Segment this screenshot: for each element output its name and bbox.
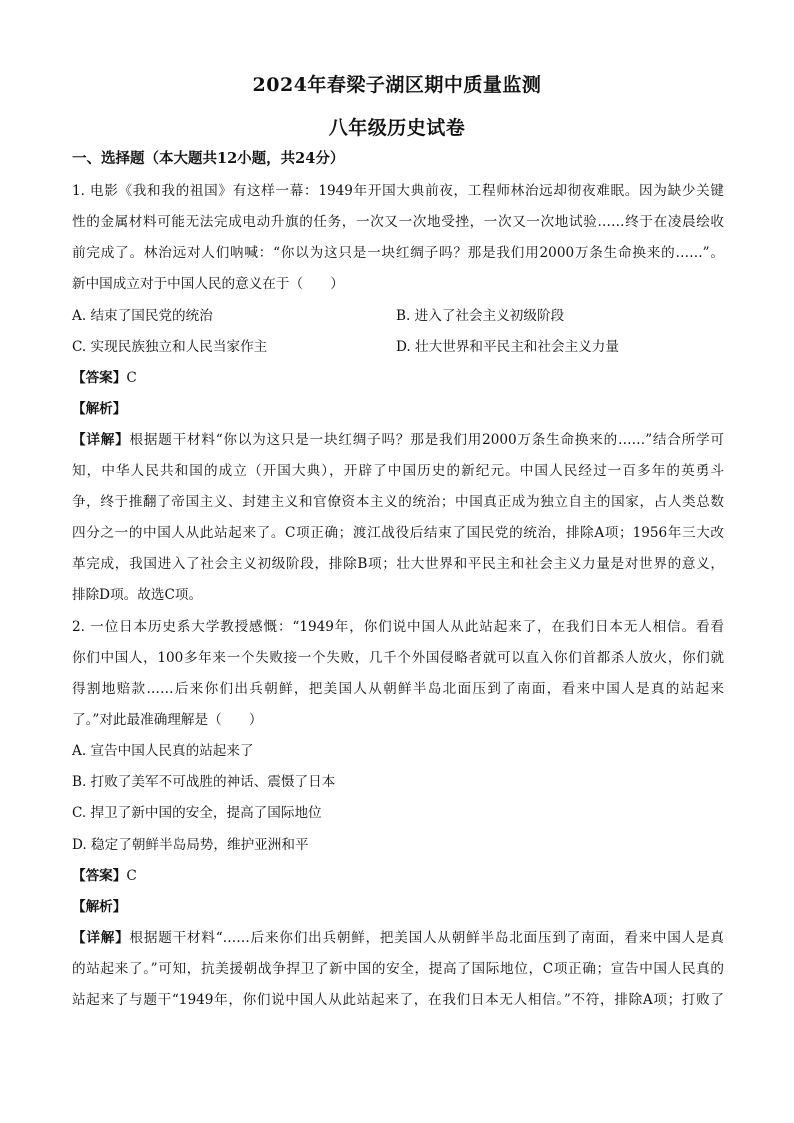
q1-answer: [72, 369, 724, 387]
q1-stem-line: 前完成了。林治远对人们呐喊：“你以为这只是一块红绸子吗？那是我们用2000万条生命换来的……”。: [72, 245, 724, 261]
q1-options-row: [72, 338, 724, 356]
q2-stem-line: 了。”对此最准确理解是（ ）: [72, 712, 263, 728]
q2-option-b: B. 打败了美军不可战胜的神话、震慑了日本: [72, 774, 336, 790]
q2-option-d: D. 稳定了朝鲜半岛局势，维护亚洲和平: [72, 837, 309, 853]
q2-stem-line: 得割地赔款……后来你们出兵朝鲜，把美国人从朝鲜半岛北面压到了南面，看来中国人是真的站起来: [72, 681, 724, 697]
q2-option-c: C. 捍卫了新中国的安全，提高了国际地位: [72, 805, 322, 821]
exam-title: 2024年春梁子湖区期中质量监测: [252, 74, 542, 96]
q1-detail-line: 四分之一的中国人从此站起来了。C项正确；渡江战役后结束了国民党的统治，排除A项；1956年三大改: [72, 525, 724, 541]
q2-detail-line: 的站起来了。”可知，抗美援朝战争捍卫了新中国的安全，提高了国际地位，C项正确；宣告中国人民真的: [72, 961, 724, 977]
answer-value: C: [126, 370, 137, 386]
q1-stem-line: 性的金属材料可能无法完成电动升旗的任务，一次又一次地受挫，一次又一次地试验……终于在凌晨绘收: [72, 214, 724, 230]
q1-stem-line: 1. 电影《我和我的祖国》有这样一幕：1949年开国大典前夜，工程师林治远却彻夜难眠。因为缺少关键: [72, 183, 724, 199]
detail-tag: 【详解】: [72, 432, 130, 448]
q1-options-row: [72, 307, 724, 325]
detail-text: 根据题干材料“你以为这只是一块红绸子吗？那是我们用2000万条生命换来的……”结合所学可: [129, 432, 724, 448]
q1-detail-line: 知，中华人民共和国的成立（开国大典），开辟了中国历史的新纪元。中国人民经过一百多年的英勇斗: [72, 463, 724, 479]
q1-option-a: A. 结束了国民党的统治: [72, 308, 213, 324]
q2-analysis-tag: 【解析】: [72, 899, 127, 915]
detail-text: 根据题干材料“……后来你们出兵朝鲜，把美国人从朝鲜半岛北面压到了南面，看来中国人是真: [129, 930, 725, 946]
q2-stem-line: 你们中国人，100多年来一个失败接一个失败，几千个外国侵略者就可以直入你们首都杀人放火，你们就: [72, 650, 724, 666]
q1-detail-line: 排除D项。故选C项。: [72, 587, 203, 603]
answer-value: C: [126, 868, 137, 884]
exam-subtitle: 八年级历史试卷: [328, 117, 466, 139]
q2-stem-line: 2. 一位日本历史系大学教授感慨：“1949年，你们说中国人从此站起来了，在我们日本无人相信。看看: [72, 619, 724, 635]
detail-tag: 【详解】: [72, 930, 130, 946]
answer-tag: 【答案】: [72, 868, 127, 884]
q1-detail-line: 革完成，我国进入了社会主义初级阶段，排除B项；壮大世界和平民主和社会主义力量是对世界的意义，: [72, 556, 724, 572]
q1-stem-line: 新中国成立对于中国人民的意义在于（ ）: [72, 276, 344, 292]
q2-detail-line: 站起来了与题干“1949年，你们说中国人从此站起来了，在我们日本无人相信。”不符，排除A项；打败了: [72, 992, 724, 1008]
q2-detail-line: [72, 929, 724, 947]
q1-detail-line: [72, 431, 724, 449]
answer-tag: 【答案】: [72, 370, 127, 386]
q1-analysis-tag: 【解析】: [72, 401, 127, 417]
section-heading: 一、选择题（本大题共12小题，共24分）: [72, 150, 345, 167]
q1-option-b: B. 进入了社会主义初级阶段: [396, 308, 565, 324]
q2-option-a: A. 宣告中国人民真的站起来了: [72, 743, 254, 759]
q1-option-d: D. 壮大世界和平民主和社会主义力量: [396, 339, 619, 355]
q1-detail-line: 争，终于推翻了帝国主义、封建主义和官僚资本主义的统治；中国真正成为独立自主的国家，占人类总数: [72, 494, 724, 510]
q2-answer: [72, 867, 724, 885]
q1-option-c: C. 实现民族独立和人民当家作主: [72, 339, 268, 355]
